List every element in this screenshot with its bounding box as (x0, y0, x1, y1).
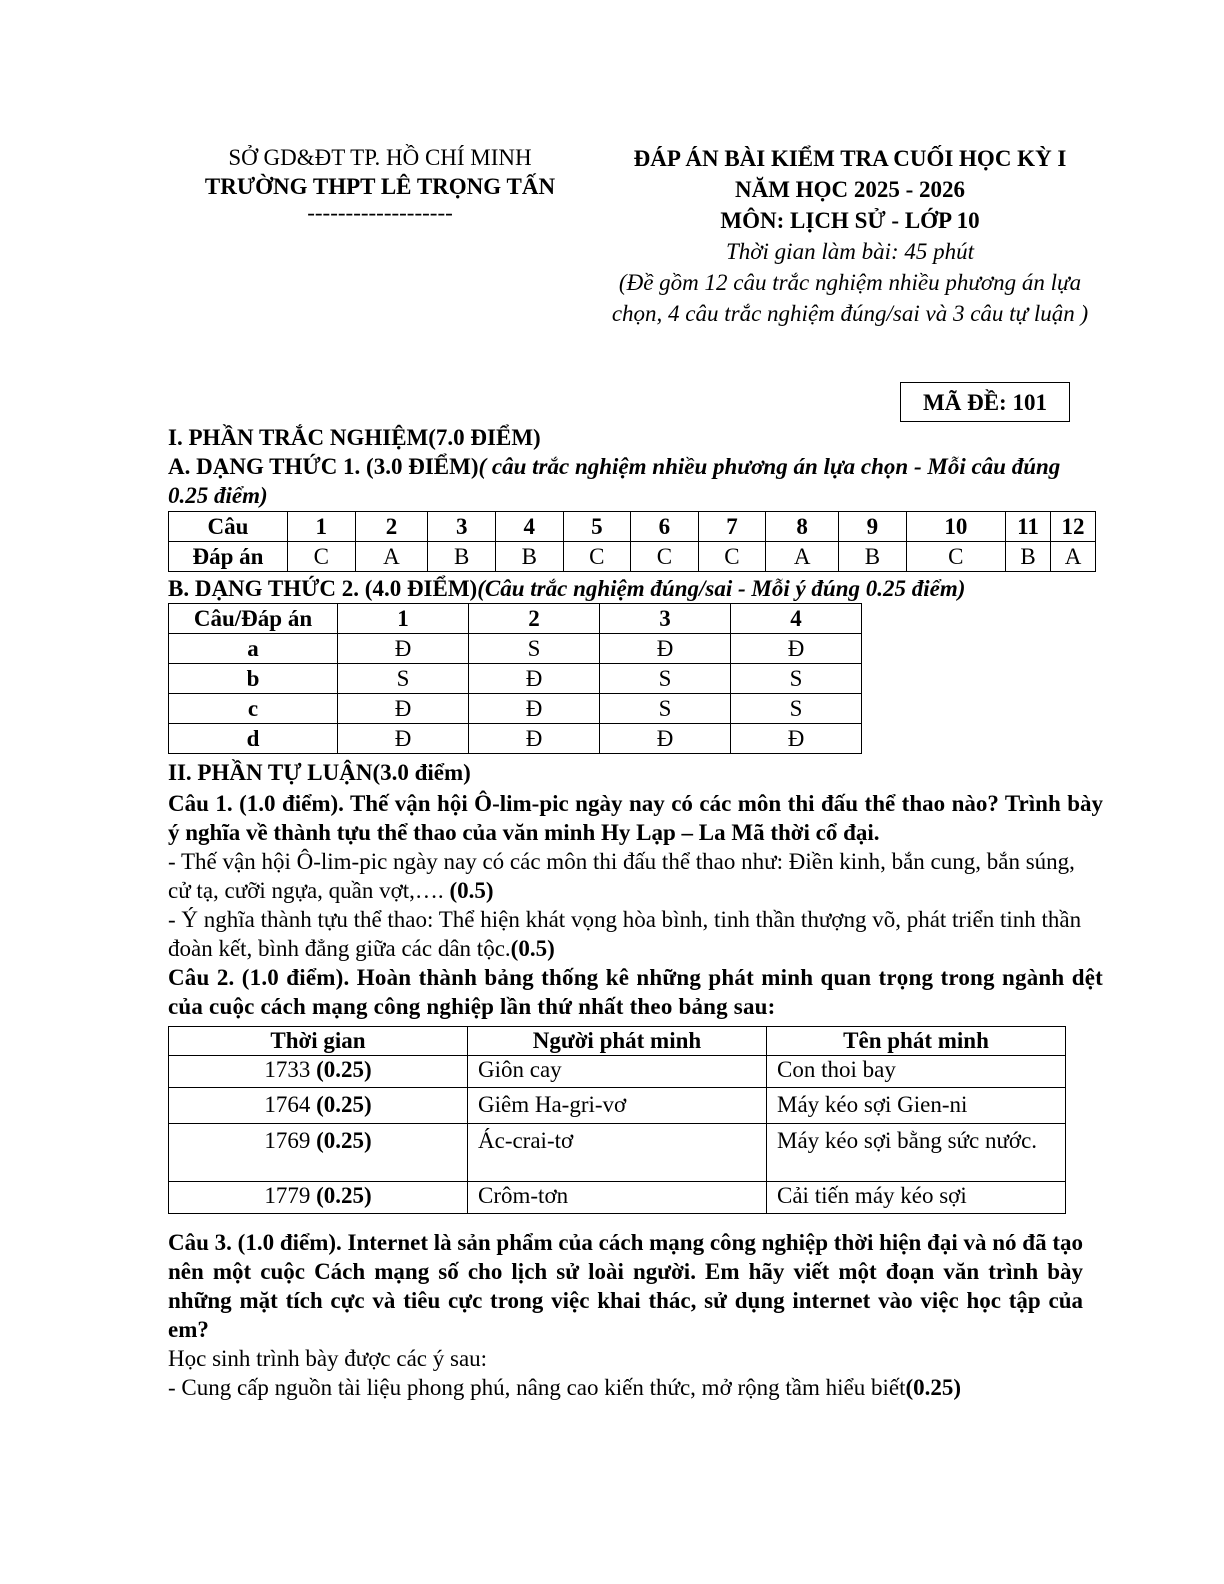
answer-cell: S (469, 634, 600, 664)
table-row (169, 1088, 1066, 1124)
question-1-title: Câu 1. (1.0 điểm). Thế vận hội Ô-lim-pic ngày nay có các môn thi đấu thể thao nào? Trình bày ý nghĩa về thành tựu thể thao của văn minh Hy Lạp – La Mã thời cổ đại. (168, 791, 1103, 845)
inventions-table (168, 1026, 1066, 1214)
points: (0.5) (449, 878, 494, 903)
points: (0.5) (510, 936, 555, 961)
table-header-cell: 2 (469, 604, 600, 634)
table-row (169, 512, 1096, 542)
answer-cell: A (355, 542, 428, 572)
points: (0.25) (316, 1057, 372, 1082)
table-row (169, 694, 862, 724)
year-cell (169, 1182, 468, 1214)
invention-cell: Máy kéo sợi bằng sức nước. (767, 1124, 1066, 1182)
true-false-answer-table (168, 603, 862, 754)
question-number: 4 (495, 512, 563, 542)
year: 1779 (264, 1183, 311, 1208)
invention-cell: Con thoi bay (767, 1056, 1066, 1088)
answer-cell: A (766, 542, 839, 572)
exam-code-box: MÃ ĐỀ: 101 (900, 382, 1070, 422)
exam-note: (Đề gồm 12 câu trắc nghiệm nhiều phương án lựa chọn, 4 câu trắc nghiệm đúng/sai và 3 câu tự luận ) (611, 270, 1089, 326)
row-label: b (169, 664, 338, 694)
question-number: 3 (428, 512, 496, 542)
points: (0.25) (316, 1128, 372, 1153)
answer-cell: C (906, 542, 1005, 572)
answer-cell: Đ (731, 634, 862, 664)
inventor-cell: Giêm Ha-gri-vơ (468, 1088, 767, 1124)
header-right (596, 143, 1104, 329)
school-year: NĂM HỌC 2025 - 2026 (735, 177, 965, 202)
points: (0.25) (316, 1092, 372, 1117)
table-row (169, 542, 1096, 572)
answer-cell: C (698, 542, 766, 572)
table-header-cell: 3 (600, 604, 731, 634)
table-row (169, 724, 862, 754)
answer-cell: S (338, 664, 469, 694)
answer-cell: A (1051, 542, 1096, 572)
year-cell (169, 1124, 468, 1182)
row-label: d (169, 724, 338, 754)
part1b-heading (168, 574, 1103, 603)
table-header-cell: 1 (338, 604, 469, 634)
points: (0.25) (905, 1375, 962, 1400)
question-number: 7 (698, 512, 766, 542)
part1a-title: A. DẠNG THỨC 1. (3.0 ĐIỂM) (168, 454, 479, 479)
part1b-note: (Câu trắc nghiệm đúng/sai - Mỗi ý đúng 0.25 điểm) (477, 576, 966, 601)
part1-title: I. PHẦN TRẮC NGHIỆM(7.0 ĐIỂM) (168, 425, 541, 450)
answer-cell: Đ (338, 634, 469, 664)
answer-cell: B (839, 542, 907, 572)
table-row (169, 1182, 1066, 1214)
exam-title: ĐÁP ÁN BÀI KIỂM TRA CUỐI HỌC KỲ I (633, 146, 1067, 171)
part2-section (168, 758, 1103, 1021)
question-2-title: Câu 2. (1.0 điểm). Hoàn thành bảng thống kê những phát minh quan trọng trong ngành dệt của cuộc cách mạng công nghiệp lần thứ nhất theo bảng sau: (168, 965, 1103, 1019)
question-number: 2 (355, 512, 428, 542)
question-number: 10 (906, 512, 1005, 542)
answer-cell: C (563, 542, 631, 572)
inventor-cell: Giôn cay (468, 1056, 767, 1088)
question-number: 1 (288, 512, 356, 542)
question-number: 9 (839, 512, 907, 542)
table-header-cell: 4 (731, 604, 862, 634)
subject: MÔN: LỊCH SỬ - LỚP 10 (720, 208, 980, 233)
year-cell (169, 1056, 468, 1088)
answer-cell: S (731, 664, 862, 694)
table-row (169, 604, 862, 634)
answer-cell: Đ (731, 724, 862, 754)
question-3-intro: Học sinh trình bày được các ý sau: (168, 1346, 488, 1371)
invention-cell: Máy kéo sợi Gien-ni (767, 1088, 1066, 1124)
question-3-title: Câu 3. (1.0 điểm). Internet là sản phẩm của cách mạng công nghiệp thời hiện đại và nó đã tạo nên một cuộc Cách mạng số cho lịch sử loài người. Em hãy viết một đoạn văn trình bày những mặt tích cực và tiêu cực trong việc khai thác, sử dụng internet vào việc học tập của em? (168, 1230, 1083, 1342)
question-1-answer-2 (168, 905, 1103, 963)
table-row (169, 1056, 1066, 1088)
row-label: c (169, 694, 338, 724)
inventor-cell: Crôm-tơn (468, 1182, 767, 1214)
question-number: 6 (631, 512, 699, 542)
table-header-cell: Câu/Đáp án (169, 604, 338, 634)
table-header-cell: Thời gian (169, 1027, 468, 1056)
question-3-section (168, 1228, 1103, 1402)
table-header-cell: Câu (169, 512, 288, 542)
question-number: 8 (766, 512, 839, 542)
question-3-answer-1 (168, 1373, 1103, 1402)
answer-cell: Đ (469, 724, 600, 754)
points: (0.25) (316, 1183, 372, 1208)
row-label: a (169, 634, 338, 664)
answer-cell: B (428, 542, 496, 572)
answer-cell: Đ (469, 694, 600, 724)
table-header-cell: Tên phát minh (767, 1027, 1066, 1056)
table-header-cell: Người phát minh (468, 1027, 767, 1056)
part1-section (168, 423, 1103, 510)
inventor-cell: Ác-crai-tơ (468, 1124, 767, 1182)
header-left (170, 143, 590, 225)
answer-cell: S (600, 694, 731, 724)
answer-cell: C (288, 542, 356, 572)
answer-cell: Đ (600, 724, 731, 754)
school-name: TRƯỜNG THPT LÊ TRỌNG TẤN (204, 174, 556, 199)
answer-cell: Đ (600, 634, 731, 664)
answer-cell: S (731, 694, 862, 724)
answer-text: - Cung cấp nguồn tài liệu phong phú, nâng cao kiến thức, mở rộng tầm hiểu biết (168, 1375, 906, 1400)
year: 1769 (264, 1128, 311, 1153)
year: 1733 (264, 1057, 311, 1082)
exam-time: Thời gian làm bài: 45 phút (725, 239, 975, 264)
header-dashes: ------------------- (307, 200, 453, 225)
answer-cell: S (600, 664, 731, 694)
answer-cell: Đ (469, 664, 600, 694)
question-number: 12 (1051, 512, 1096, 542)
year-cell (169, 1088, 468, 1124)
year: 1764 (264, 1092, 311, 1117)
part1a-note: ( câu trắc nghiệm nhiều phương án lựa chọn - Mỗi câu đúng 0.25 điểm) (168, 454, 1061, 508)
multiple-choice-answer-table (168, 511, 1096, 572)
answer-cell: Đ (338, 694, 469, 724)
department-name: SỞ GD&ĐT TP. HỒ CHÍ MINH (228, 145, 532, 170)
invention-cell: Cải tiến máy kéo sợi (767, 1182, 1066, 1214)
part2-title: II. PHẦN TỰ LUẬN(3.0 điểm) (168, 760, 471, 785)
question-number: 11 (1006, 512, 1051, 542)
answer-cell: C (631, 542, 699, 572)
table-header-cell: Đáp án (169, 542, 288, 572)
table-row (169, 664, 862, 694)
question-number: 5 (563, 512, 631, 542)
answer-text: - Ý nghĩa thành tựu thể thao: Thể hiện khát vọng hòa bình, tinh thần thượng võ, phát triển tinh thần đoàn kết, bình đẳng giữa các dân tộc. (168, 907, 1082, 961)
table-row (169, 634, 862, 664)
answer-cell: B (495, 542, 563, 572)
answer-cell: Đ (338, 724, 469, 754)
part1a-heading (168, 452, 1103, 510)
answer-text: - Thế vận hội Ô-lim-pic ngày nay có các môn thi đấu thể thao như: Điền kinh, bắn cung, bắn súng, cử tạ, cưỡi ngựa, quần vợt,…. (168, 849, 1075, 903)
table-row (169, 1027, 1066, 1056)
answer-cell: B (1006, 542, 1051, 572)
question-1-answer-1 (168, 847, 1103, 905)
part1b-title: B. DẠNG THỨC 2. (4.0 ĐIỂM) (168, 576, 478, 601)
table-row (169, 1124, 1066, 1182)
